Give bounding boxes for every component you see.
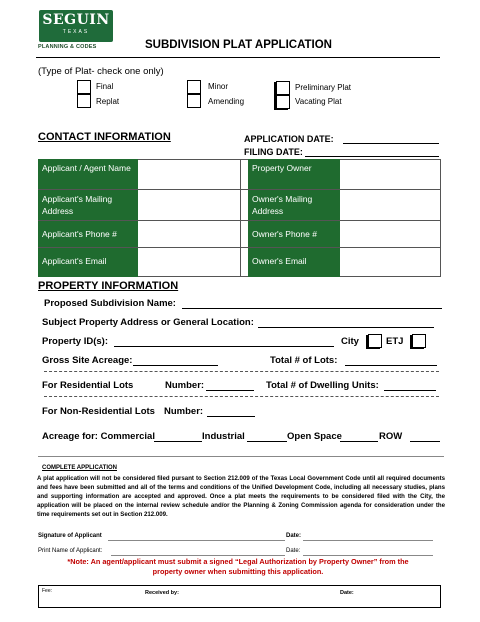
preliminary-plat-label: Preliminary Plat bbox=[295, 83, 352, 92]
final-checkbox[interactable] bbox=[77, 80, 91, 94]
vacating-plat-checkbox[interactable] bbox=[276, 95, 290, 109]
acreage-commercial-label: Acreage for: Commercial bbox=[42, 431, 155, 442]
etj-label: ETJ bbox=[386, 336, 404, 347]
applicant-phone-input[interactable] bbox=[138, 221, 240, 247]
owner-phone-label: Owner's Phone # bbox=[248, 221, 340, 247]
owner-email-input[interactable] bbox=[340, 248, 441, 277]
industrial-label: Industrial bbox=[202, 431, 245, 442]
row-divider bbox=[38, 247, 441, 248]
dwelling-units-label: Total # of Dwelling Units: bbox=[266, 380, 379, 391]
open-space-label: Open Space bbox=[287, 431, 342, 442]
complete-application-heading: COMPLETE APPLICATION bbox=[42, 465, 117, 471]
property-ids-field[interactable] bbox=[114, 346, 334, 347]
dashed-divider bbox=[44, 396, 439, 397]
filing-date-label: FILING DATE: bbox=[244, 147, 303, 157]
owner-name-input[interactable] bbox=[340, 159, 441, 189]
page-title: SUBDIVISION PLAT APPLICATION bbox=[145, 39, 332, 51]
signature-date-field[interactable] bbox=[303, 540, 433, 541]
filing-date-field[interactable] bbox=[305, 156, 439, 157]
gross-acreage-field[interactable] bbox=[133, 365, 218, 366]
residential-number-field[interactable] bbox=[206, 390, 254, 391]
print-name-field[interactable] bbox=[111, 555, 285, 556]
residential-lots-label: For Residential Lots bbox=[42, 380, 134, 391]
logo-name: SEGUIN bbox=[42, 12, 110, 28]
city-label: City bbox=[341, 336, 359, 347]
minor-label: Minor bbox=[208, 82, 229, 91]
plat-type-heading: (Type of Plat- check one only) bbox=[38, 66, 164, 77]
total-lots-field[interactable] bbox=[345, 365, 437, 366]
open-space-acreage-field[interactable] bbox=[340, 441, 378, 442]
title-divider bbox=[36, 57, 440, 58]
logo-sub: TEXAS bbox=[62, 29, 90, 35]
gross-acreage-label: Gross Site Acreage: bbox=[42, 355, 133, 366]
contact-heading: CONTACT INFORMATION bbox=[38, 131, 171, 143]
applicant-address-input[interactable] bbox=[138, 190, 240, 220]
note-line-1: *Note: An agent/applicant must submit a signed “Legal Authorization by Property Owner” from the bbox=[67, 557, 409, 566]
logo-dept: PLANNING & CODES bbox=[38, 44, 97, 50]
signature-label: Signature of Applicant bbox=[38, 533, 102, 539]
replat-label: Replat bbox=[96, 97, 120, 106]
commercial-acreage-field[interactable] bbox=[154, 441, 202, 442]
row-divider bbox=[38, 220, 441, 221]
applicant-name-input[interactable] bbox=[138, 159, 240, 189]
minor-checkbox[interactable] bbox=[187, 80, 201, 94]
non-residential-label: For Non-Residential Lots bbox=[42, 406, 155, 417]
dwelling-units-field[interactable] bbox=[384, 390, 436, 391]
note-line-2: property owner when submitting this application. bbox=[152, 567, 324, 576]
final-label: Final bbox=[96, 82, 114, 91]
subdivision-name-field[interactable] bbox=[182, 308, 442, 309]
applicant-email-input[interactable] bbox=[138, 248, 240, 277]
owner-phone-input[interactable] bbox=[340, 221, 441, 247]
signature-field[interactable] bbox=[108, 540, 285, 541]
subdivision-name-label: Proposed Subdivision Name: bbox=[44, 298, 176, 309]
row-divider bbox=[38, 189, 441, 190]
print-date-field[interactable] bbox=[303, 555, 433, 556]
industrial-acreage-field[interactable] bbox=[247, 441, 287, 442]
fee-label: Fee: bbox=[42, 588, 53, 594]
application-date-label: APPLICATION DATE: bbox=[244, 134, 334, 144]
non-residential-number-label: Number: bbox=[164, 406, 204, 417]
row-acreage-field[interactable] bbox=[410, 441, 440, 442]
applicant-email-label: Applicant's Email bbox=[38, 248, 138, 277]
amending-checkbox[interactable] bbox=[187, 94, 201, 108]
office-date-label: Date: bbox=[340, 590, 354, 596]
owner-email-label: Owner's Email bbox=[248, 248, 340, 277]
property-ids-label: Property ID(s): bbox=[42, 336, 108, 347]
print-name-label: Print Name of Applicant: bbox=[38, 548, 103, 554]
total-lots-label: Total # of Lots: bbox=[270, 355, 338, 366]
print-date-label: Date: bbox=[286, 548, 301, 554]
replat-checkbox[interactable] bbox=[77, 94, 91, 108]
agent-authorization-note bbox=[38, 557, 438, 577]
city-checkbox[interactable] bbox=[368, 334, 382, 348]
residential-number-label: Number: bbox=[165, 380, 205, 391]
address-field[interactable] bbox=[258, 327, 434, 328]
etj-checkbox[interactable] bbox=[412, 334, 426, 348]
dashed-divider bbox=[44, 371, 439, 372]
applicant-name-label: Applicant / Agent Name bbox=[38, 159, 138, 189]
address-label: Subject Property Address or General Location: bbox=[42, 317, 254, 328]
non-residential-number-field[interactable] bbox=[207, 416, 255, 417]
owner-name-label: Property Owner bbox=[248, 159, 340, 189]
application-date-field[interactable] bbox=[343, 143, 439, 144]
row-label: ROW bbox=[379, 431, 403, 442]
owner-address-input[interactable] bbox=[340, 190, 441, 220]
contact-table-divider bbox=[240, 159, 241, 277]
applicant-address-label: Applicant's Mailing Address bbox=[38, 190, 138, 220]
vacating-plat-label: Vacating Plat bbox=[295, 97, 342, 106]
preliminary-plat-checkbox[interactable] bbox=[276, 81, 290, 95]
applicant-phone-label: Applicant's Phone # bbox=[38, 221, 138, 247]
received-by-label: Received by: bbox=[145, 590, 179, 596]
complete-application-text: A plat application will not be considered filed pursant to Section 212.009 of the Texas Local Government Code until all required documents and fees have been submitted and all of the terms and conditions of the Unified Development Code, including all necessary studies, plans and supporting information are accepted and approved. Once a plat meets the requirements to be considered filed with the City, the application will be placed on the internal review schedule and/or the Planning & Zoning Commission agenda for consideration under the time requirements set out in Section 212.009. bbox=[37, 475, 445, 518]
section-divider bbox=[38, 456, 444, 457]
property-heading: PROPERTY INFORMATION bbox=[38, 280, 179, 292]
signature-date-label: Date: bbox=[286, 533, 302, 539]
office-use-box bbox=[38, 585, 441, 608]
owner-address-label: Owner's Mailing Address bbox=[248, 190, 340, 220]
amending-label: Amending bbox=[208, 97, 245, 106]
